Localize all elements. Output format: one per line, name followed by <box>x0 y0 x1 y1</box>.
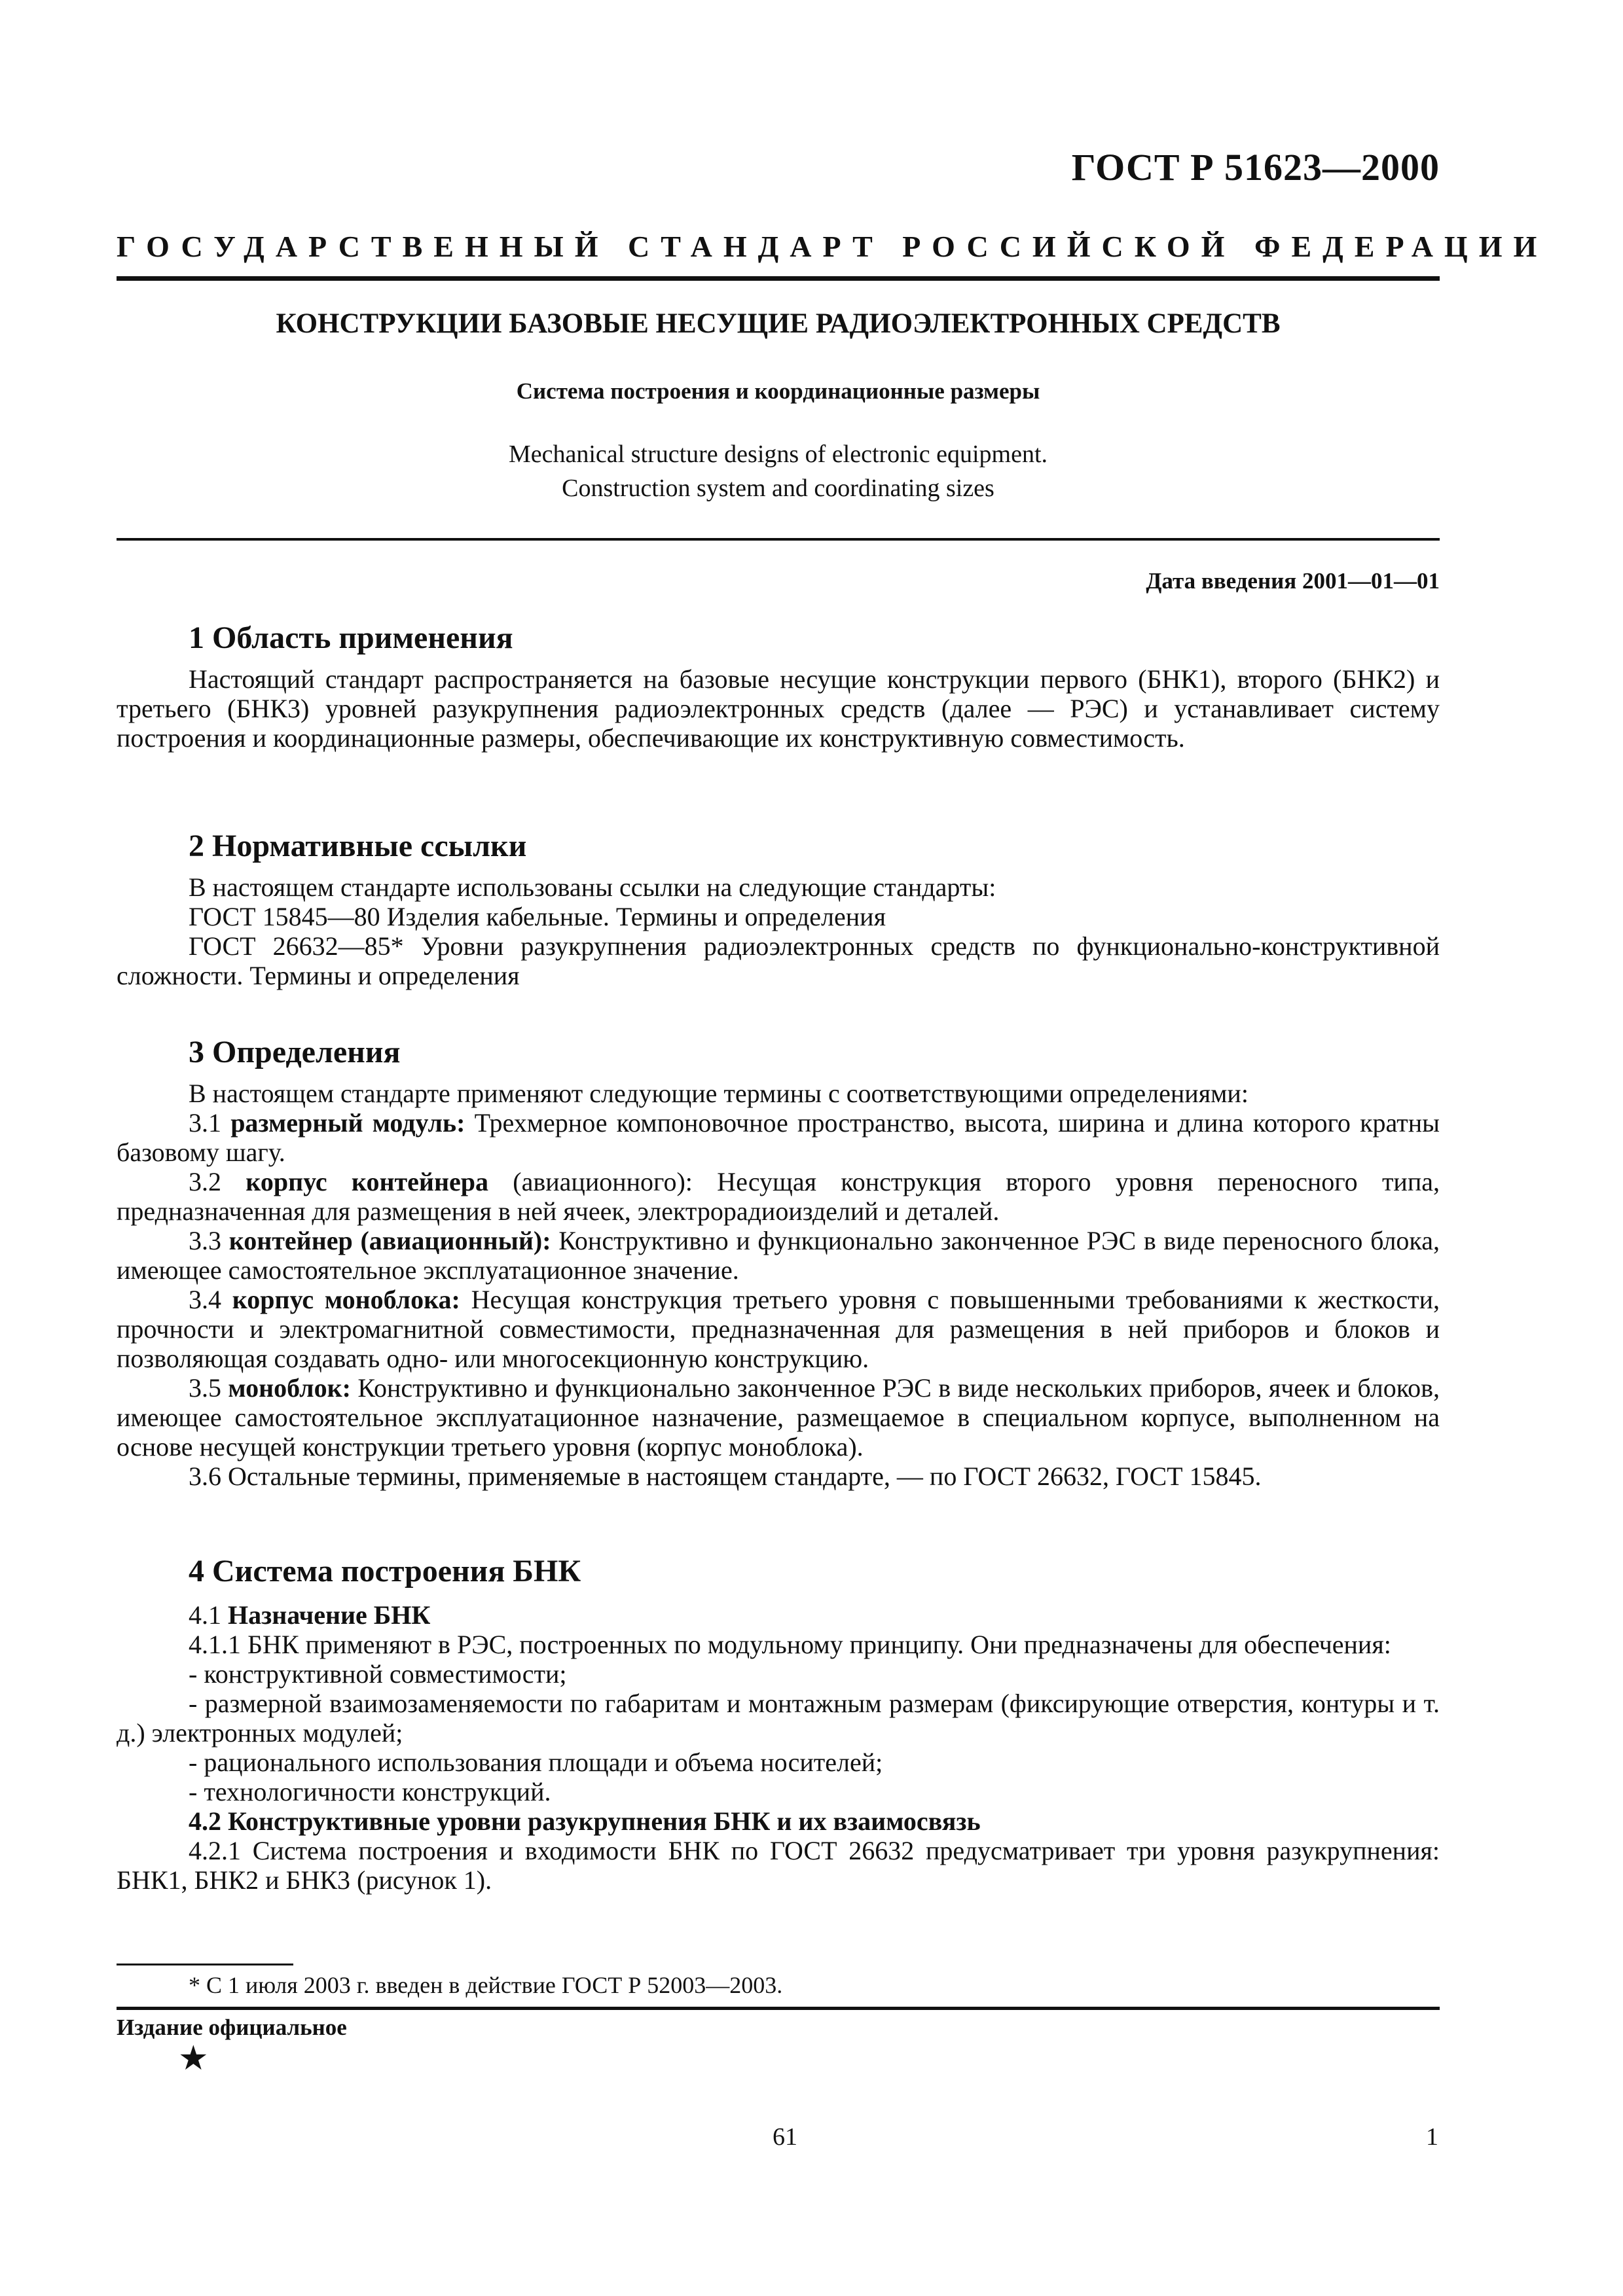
subsection-heading <box>117 1600 1440 1630</box>
subsection-title: Назначение БНК <box>228 1600 431 1630</box>
definition-term: корпус контейнера <box>246 1167 488 1196</box>
standard-designation: ГОСТ Р 51623—2000 <box>1071 146 1440 188</box>
list-item: - технологичности конструкций. <box>189 1777 551 1806</box>
english-title-line2: Construction system and coordinating sizes <box>562 475 994 502</box>
definition <box>117 1285 1440 1373</box>
section-heading: 3 Определения <box>189 1035 401 1069</box>
section-1 <box>117 620 1440 753</box>
footnote-rule <box>117 1964 293 1965</box>
title-rule <box>117 538 1440 541</box>
paragraph: В настоящем стандарте использованы ссылки на следующие стандарты: <box>189 872 996 902</box>
section-heading: 1 Область применения <box>189 620 513 655</box>
subsection-heading: 4.2 Конструктивные уровни разукрупнения БНК и их взаимосвязь <box>189 1806 981 1836</box>
header-rule <box>117 276 1440 281</box>
definition-number: 3.5 <box>189 1373 228 1403</box>
definition-text: Конструктивно и функционально законченное РЭС в виде переносного блока, имеющее самостоятельное эксплуатационное значение. <box>117 1226 1440 1285</box>
definition-term: корпус моноблока: <box>232 1285 460 1314</box>
definition-number: 3.1 <box>189 1108 231 1138</box>
definition-number: 3.3 <box>189 1226 229 1255</box>
footer-rule <box>117 2007 1440 2010</box>
paragraph: В настоящем стандарте применяют следующие термины с соответствующими определениями: <box>189 1079 1249 1108</box>
reference-item: ГОСТ 15845—80 Изделия кабельные. Термины и определения <box>189 902 886 931</box>
list-item: - рационального использования площади и объема носителей; <box>189 1748 883 1777</box>
definition-term: моноблок: <box>228 1373 351 1403</box>
section-heading: 2 Нормативные ссылки <box>189 829 527 863</box>
page-number-right: 1 <box>1426 2123 1438 2151</box>
subsection-number: 4.1 <box>189 1600 228 1630</box>
list-item: - размерной взаимозаменяемости по габаритам и монтажным размерам (фиксирующие отверстия, контуры и т. д.) электронных модулей; <box>117 1689 1440 1748</box>
definition-number: 3.2 <box>189 1167 246 1196</box>
definition-term: размерный модуль: <box>230 1108 465 1138</box>
english-title <box>117 437 1440 505</box>
paragraph: 4.2.1 Система построения и входимости БНК по ГОСТ 26632 предусматривает три уровня разукрупнения: БНК1, БНК2 и БНК3 (рисунок 1). <box>117 1836 1440 1895</box>
definition-text: (авиационного): Несущая конструкция второго уровня переносного типа, предназначенная для размещения в ней ячеек, электрорадиоизделий и деталей. <box>117 1167 1440 1226</box>
definition-number: 3.4 <box>189 1285 232 1314</box>
paragraph: 4.1.1 БНК применяют в РЭС, построенных по модульному принципу. Они предназначены для обеспечения: <box>189 1630 1391 1659</box>
definition-text: Несущая конструкция третьего уровня с повышенными требованиями к жесткости, прочности и электромагнитной совместимости, предназначенная для размещения в ней приборов и блоков и позволяющая создавать одно- или многосекционную конструкцию. <box>117 1285 1440 1373</box>
section-2 <box>117 831 1440 990</box>
definition-text: Трехмерное компоновочное пространство, высота, ширина и длина которого кратны базовому шагу. <box>117 1108 1440 1167</box>
introduction-date: Дата введения 2001—01—01 <box>1146 568 1440 594</box>
list-item: - конструктивной совместимости; <box>189 1659 567 1689</box>
state-standard-heading: ГОСУДАРСТВЕННЫЙ СТАНДАРТ РОССИЙСКОЙ ФЕДЕРАЦИИ <box>117 230 1548 263</box>
definition: 3.6 Остальные термины, применяемые в настоящем стандарте, — по ГОСТ 26632, ГОСТ 15845. <box>189 1462 1262 1491</box>
definition-term: контейнер (авиационный): <box>228 1226 551 1255</box>
official-edition-label: Издание официальное <box>117 2015 347 2040</box>
footnote: * С 1 июля 2003 г. введен в действие ГОСТ Р 52003—2003. <box>189 1972 783 1998</box>
star-icon: ★ <box>178 2040 209 2077</box>
section-3 <box>117 1037 1440 1491</box>
definition <box>117 1108 1440 1167</box>
section-4 <box>117 1556 1440 1895</box>
definition <box>117 1226 1440 1285</box>
english-title-line1: Mechanical structure designs of electronic equipment. <box>508 440 1048 468</box>
definition-text: Конструктивно и функционально законченное РЭС в виде нескольких приборов, ячеек и блоков, имеющее самостоятельное эксплуатационное назначение, размещаемое в специальном корпусе, выполненном на основе несущей конструкции третьего уровня (корпус моноблока). <box>117 1373 1440 1462</box>
reference-item: ГОСТ 26632—85* Уровни разукрупнения радиоэлектронных средств по функционально-конструктивной сложности. Термины и определения <box>117 931 1440 990</box>
paragraph: Настоящий стандарт распространяется на базовые несущие конструкции первого (БНК1), второго (БНК2) и третьего (БНК3) уровней разукрупнения радиоэлектронных средств (далее — РЭС) и устанавливает систему построения и координационные размеры, обеспечивающие их конструктивную совместимость. <box>117 664 1440 753</box>
section-heading: 4 Система построения БНК <box>189 1554 581 1588</box>
page-number-center: 61 <box>773 2123 797 2151</box>
definition <box>117 1167 1440 1226</box>
document-subtitle: Система построения и координационные размеры <box>516 378 1040 404</box>
document-title: КОНСТРУКЦИИ БАЗОВЫЕ НЕСУЩИЕ РАДИОЭЛЕКТРОННЫХ СРЕДСТВ <box>276 308 1281 339</box>
definition <box>117 1373 1440 1462</box>
